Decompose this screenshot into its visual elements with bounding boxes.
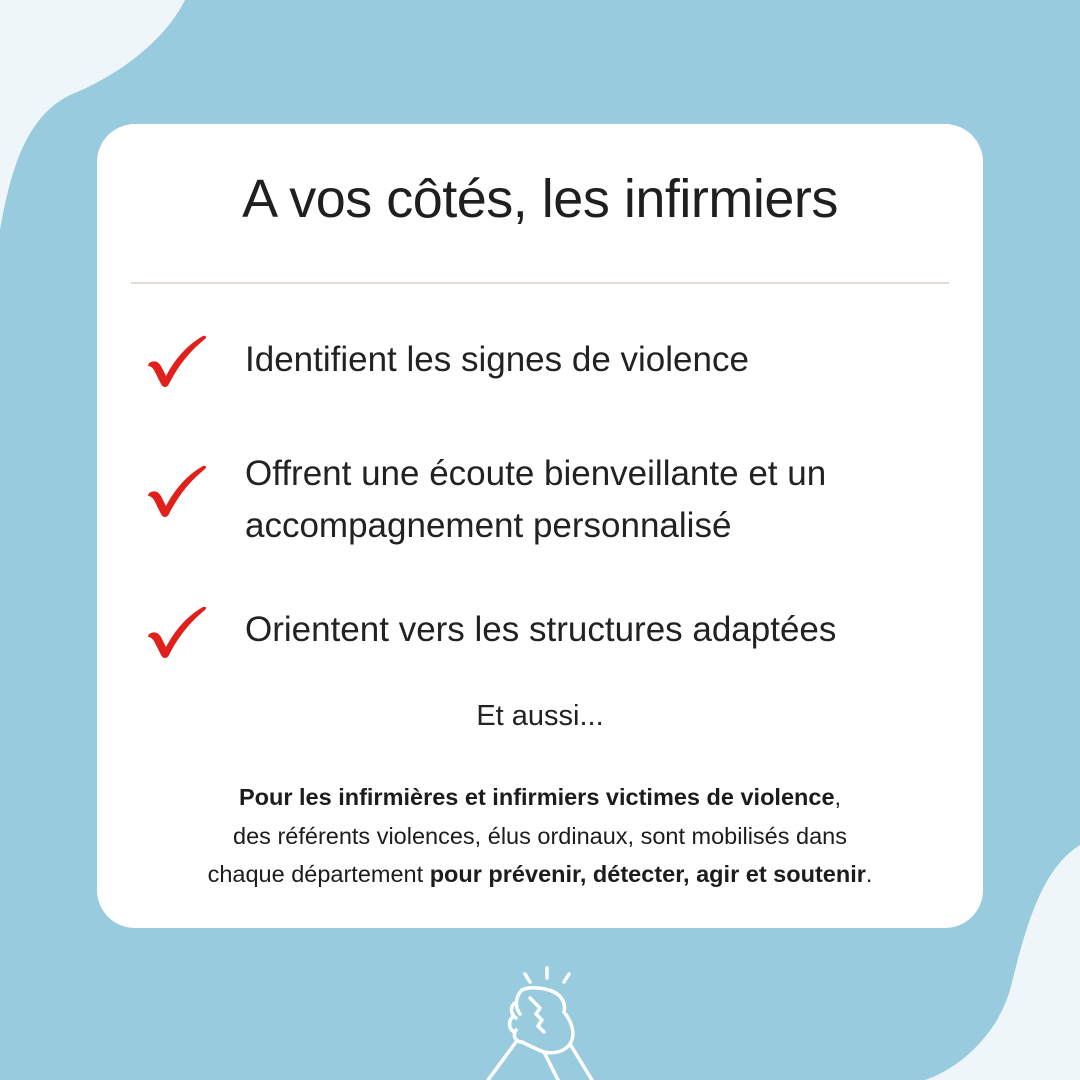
paragraph-line-3 [120,855,960,894]
list-item [245,334,885,386]
handshake-icon [480,962,600,1080]
bold-text: Pour les infirmières et infirmiers victimes de violence [238,784,835,810]
checkmark-icon [145,463,209,519]
plain-text: chaque département [207,861,430,887]
paragraph-line-2: des référents violences, élus ordinaux, sont mobilisés dans [233,822,847,849]
bold-text: pour prévenir, détecter, agir et soutenir [429,861,866,887]
list-item [245,448,885,552]
list-item-line: Orientent vers les structures adaptées [245,610,837,649]
plain-text: . [865,861,873,887]
checkmark-icon [145,333,209,389]
plain-text: , [834,784,842,810]
description-paragraph [120,778,960,894]
list-item-line: Offrent une écoute bienveillante et un [245,454,827,493]
list-item-line: accompagnement personnalisé [245,506,732,545]
page-title: A vos côtés, les infirmiers [242,169,838,229]
list-item-line: Identifient les signes de violence [245,340,749,379]
divider [131,282,949,284]
subtitle: Et aussi... [476,700,604,732]
checkmark-icon [145,604,209,660]
paragraph-line-1 [120,778,960,817]
list-item [245,604,885,656]
